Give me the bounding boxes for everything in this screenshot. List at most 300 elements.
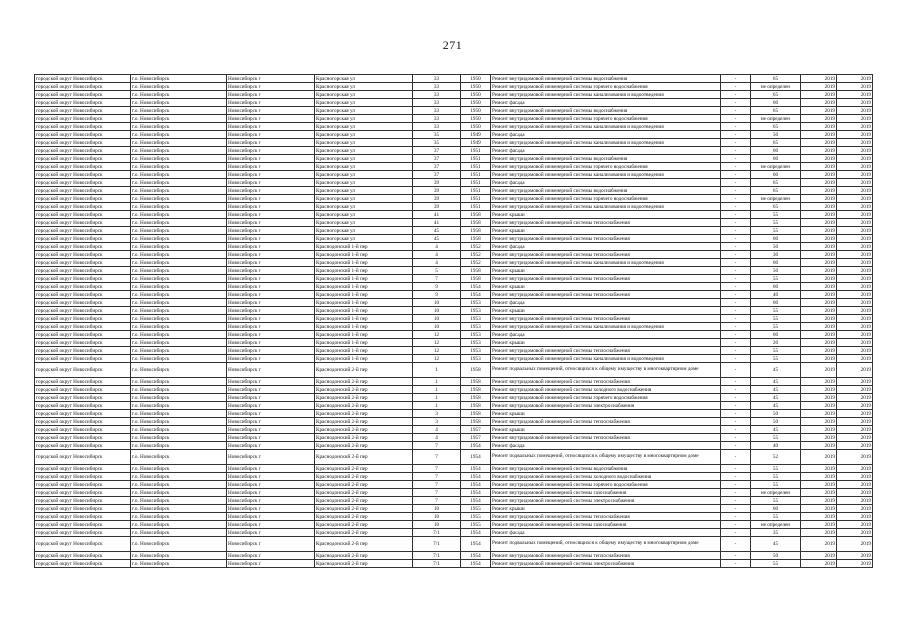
cell-locality: Новосибирск г [227, 355, 315, 363]
cell-wear-percent: 60 [751, 505, 801, 513]
cell-house-number: 7/1 [413, 529, 461, 537]
cell-house-number: 4 [413, 434, 461, 442]
cell-municipality: городской округ Новосибирск [35, 560, 131, 568]
cell-build-year: 1952 [461, 251, 491, 259]
cell-locality: Новосибирск г [227, 187, 315, 195]
cell-build-year: 1955 [461, 521, 491, 529]
cell-house-number: 41 [413, 211, 461, 219]
table-row [35, 355, 873, 363]
cell-house-number: 12 [413, 331, 461, 339]
cell-dash: - [721, 163, 751, 171]
cell-year-end: 2019 [837, 131, 873, 139]
table-row [35, 465, 873, 473]
cell-work-type: Ремонт фасада [491, 529, 721, 537]
cell-build-year: 1950 [461, 99, 491, 107]
cell-municipality: городской округ Новосибирск [35, 363, 131, 378]
table-row [35, 155, 873, 163]
cell-build-year: 1950 [461, 75, 491, 83]
cell-dash: - [721, 442, 751, 450]
cell-dash: - [721, 315, 751, 323]
cell-locality: Новосибирск г [227, 442, 315, 450]
cell-locality: Новосибирск г [227, 489, 315, 497]
cell-house-number: 9 [413, 283, 461, 291]
cell-dash: - [721, 251, 751, 259]
cell-municipality: городской округ Новосибирск [35, 195, 131, 203]
cell-urban-district: г.о. Новосибирск [131, 497, 227, 505]
table-row [35, 505, 873, 513]
capital-repair-table [34, 74, 873, 568]
cell-municipality: городской округ Новосибирск [35, 339, 131, 347]
cell-municipality: городской округ Новосибирск [35, 115, 131, 123]
cell-wear-percent: не определен [751, 115, 801, 123]
cell-dash: - [721, 227, 751, 235]
cell-house-number: 4 [413, 243, 461, 251]
cell-year-end: 2019 [837, 299, 873, 307]
cell-build-year: 1951 [461, 155, 491, 163]
cell-year-end: 2019 [837, 378, 873, 386]
cell-dash: - [721, 147, 751, 155]
cell-locality: Новосибирск г [227, 131, 315, 139]
cell-wear-percent: 60 [751, 147, 801, 155]
cell-locality: Новосибирск г [227, 243, 315, 251]
cell-build-year: 1951 [461, 171, 491, 179]
cell-wear-percent: 55 [751, 473, 801, 481]
cell-work-type: Ремонт внутридомовой инженерной системы водоснабжения [491, 75, 721, 83]
cell-work-type: Ремонт крыши [491, 339, 721, 347]
table-row [35, 434, 873, 442]
cell-wear-percent: 50 [751, 410, 801, 418]
cell-locality: Новосибирск г [227, 402, 315, 410]
cell-street: Краснодонский 2-й пер [315, 497, 413, 505]
cell-dash: - [721, 331, 751, 339]
cell-work-type: Ремонт внутридомовой инженерной системы горячего водоснабжения [491, 83, 721, 91]
cell-municipality: городской округ Новосибирск [35, 450, 131, 465]
cell-build-year: 1952 [461, 243, 491, 251]
cell-urban-district: г.о. Новосибирск [131, 275, 227, 283]
cell-municipality: городской округ Новосибирск [35, 505, 131, 513]
cell-municipality: городской округ Новосибирск [35, 107, 131, 115]
table-row [35, 211, 873, 219]
cell-year-end: 2019 [837, 315, 873, 323]
cell-urban-district: г.о. Новосибирск [131, 363, 227, 378]
cell-work-type: Ремонт внутридомовой инженерной системы канализования и водоотведения [491, 259, 721, 267]
cell-dash: - [721, 363, 751, 378]
cell-dash: - [721, 473, 751, 481]
cell-year-end: 2019 [837, 363, 873, 378]
cell-year-start: 2019 [801, 195, 837, 203]
cell-year-start: 2019 [801, 426, 837, 434]
cell-year-start: 2019 [801, 139, 837, 147]
cell-dash: - [721, 434, 751, 442]
cell-year-end: 2019 [837, 497, 873, 505]
cell-year-end: 2019 [837, 355, 873, 363]
cell-locality: Новосибирск г [227, 299, 315, 307]
cell-wear-percent: 60 [751, 235, 801, 243]
cell-house-number: 3 [413, 410, 461, 418]
cell-urban-district: г.о. Новосибирск [131, 75, 227, 83]
cell-urban-district: г.о. Новосибирск [131, 115, 227, 123]
cell-house-number: 37 [413, 171, 461, 179]
cell-wear-percent: 55 [751, 275, 801, 283]
cell-locality: Новосибирск г [227, 307, 315, 315]
cell-build-year: 1954 [461, 481, 491, 489]
cell-build-year: 1958 [461, 219, 491, 227]
cell-house-number: 10 [413, 299, 461, 307]
cell-municipality: городской округ Новосибирск [35, 219, 131, 227]
cell-work-type: Ремонт внутридомовой инженерной системы канализования и водоотведения [491, 323, 721, 331]
cell-municipality: городской округ Новосибирск [35, 521, 131, 529]
cell-year-start: 2019 [801, 299, 837, 307]
cell-year-end: 2019 [837, 473, 873, 481]
cell-urban-district: г.о. Новосибирск [131, 481, 227, 489]
cell-locality: Новосибирск г [227, 426, 315, 434]
cell-locality: Новосибирск г [227, 75, 315, 83]
cell-build-year: 1951 [461, 147, 491, 155]
cell-build-year: 1950 [461, 123, 491, 131]
cell-street: Красногорская ул [315, 179, 413, 187]
cell-urban-district: г.о. Новосибирск [131, 243, 227, 251]
cell-municipality: городской округ Новосибирск [35, 211, 131, 219]
cell-wear-percent: 55 [751, 355, 801, 363]
cell-build-year: 1949 [461, 131, 491, 139]
cell-year-start: 2019 [801, 179, 837, 187]
cell-year-start: 2019 [801, 155, 837, 163]
cell-year-end: 2019 [837, 347, 873, 355]
cell-work-type: Ремонт крыши [491, 410, 721, 418]
cell-dash: - [721, 299, 751, 307]
cell-house-number: 37 [413, 155, 461, 163]
cell-dash: - [721, 219, 751, 227]
table-row [35, 195, 873, 203]
cell-build-year: 1951 [461, 195, 491, 203]
cell-dash: - [721, 235, 751, 243]
cell-locality: Новосибирск г [227, 275, 315, 283]
cell-house-number: 10 [413, 307, 461, 315]
cell-urban-district: г.о. Новосибирск [131, 489, 227, 497]
cell-house-number: 37 [413, 147, 461, 155]
cell-locality: Новосибирск г [227, 227, 315, 235]
cell-house-number: 41 [413, 219, 461, 227]
cell-urban-district: г.о. Новосибирск [131, 211, 227, 219]
cell-work-type: Ремонт внутридомовой инженерной системы водоснабжения [491, 107, 721, 115]
cell-year-end: 2019 [837, 529, 873, 537]
cell-street: Красногорская ул [315, 163, 413, 171]
cell-municipality: городской округ Новосибирск [35, 275, 131, 283]
cell-urban-district: г.о. Новосибирск [131, 450, 227, 465]
cell-house-number: 4 [413, 251, 461, 259]
cell-work-type: Ремонт внутридомовой инженерной системы теплоснабжения [491, 418, 721, 426]
cell-year-end: 2019 [837, 203, 873, 211]
cell-year-start: 2019 [801, 497, 837, 505]
cell-work-type: Ремонт внутридомовой инженерной системы газоснабжения [491, 521, 721, 529]
cell-locality: Новосибирск г [227, 418, 315, 426]
cell-urban-district: г.о. Новосибирск [131, 552, 227, 560]
cell-work-type: Ремонт внутридомовой инженерной системы теплоснабжения [491, 251, 721, 259]
cell-locality: Новосибирск г [227, 386, 315, 394]
cell-house-number: 12 [413, 347, 461, 355]
cell-urban-district: г.о. Новосибирск [131, 147, 227, 155]
cell-dash: - [721, 529, 751, 537]
cell-municipality: городской округ Новосибирск [35, 355, 131, 363]
cell-build-year: 1958 [461, 211, 491, 219]
table-row [35, 187, 873, 195]
cell-urban-district: г.о. Новосибирск [131, 323, 227, 331]
cell-urban-district: г.о. Новосибирск [131, 283, 227, 291]
cell-wear-percent: 65 [751, 107, 801, 115]
cell-build-year: 1951 [461, 203, 491, 211]
cell-street: Краснодонский 1-й пер [315, 331, 413, 339]
cell-street: Красногорская ул [315, 219, 413, 227]
cell-municipality: городской округ Новосибирск [35, 394, 131, 402]
cell-wear-percent: 55 [751, 434, 801, 442]
cell-year-end: 2019 [837, 99, 873, 107]
cell-locality: Новосибирск г [227, 267, 315, 275]
cell-house-number: 10 [413, 513, 461, 521]
cell-year-start: 2019 [801, 315, 837, 323]
cell-year-start: 2019 [801, 219, 837, 227]
cell-wear-percent: 60 [751, 155, 801, 163]
cell-year-end: 2019 [837, 171, 873, 179]
cell-work-type: Ремонт внутридомовой инженерной системы горячего водоснабжения [491, 394, 721, 402]
cell-locality: Новосибирск г [227, 481, 315, 489]
cell-street: Краснодонский 2-й пер [315, 552, 413, 560]
cell-year-start: 2019 [801, 394, 837, 402]
cell-dash: - [721, 115, 751, 123]
cell-build-year: 1951 [461, 187, 491, 195]
table-row [35, 283, 873, 291]
cell-year-start: 2019 [801, 347, 837, 355]
cell-build-year: 1953 [461, 323, 491, 331]
cell-year-start: 2019 [801, 513, 837, 521]
cell-house-number: 12 [413, 355, 461, 363]
cell-build-year: 1954 [461, 450, 491, 465]
cell-municipality: городской округ Новосибирск [35, 123, 131, 131]
cell-work-type: Ремонт фасада [491, 99, 721, 107]
cell-house-number: 7 [413, 442, 461, 450]
cell-locality: Новосибирск г [227, 537, 315, 552]
cell-house-number: 1 [413, 394, 461, 402]
cell-urban-district: г.о. Новосибирск [131, 179, 227, 187]
cell-year-start: 2019 [801, 75, 837, 83]
cell-work-type: Ремонт фасада [491, 147, 721, 155]
cell-municipality: городской округ Новосибирск [35, 537, 131, 552]
cell-dash: - [721, 394, 751, 402]
cell-year-end: 2019 [837, 442, 873, 450]
cell-house-number: 39 [413, 179, 461, 187]
cell-year-end: 2019 [837, 481, 873, 489]
cell-year-start: 2019 [801, 115, 837, 123]
cell-build-year: 1958 [461, 235, 491, 243]
table-row [35, 123, 873, 131]
cell-build-year: 1954 [461, 537, 491, 552]
table-row [35, 331, 873, 339]
cell-street: Красногорская ул [315, 91, 413, 99]
cell-street: Красногорская ул [315, 203, 413, 211]
cell-municipality: городской округ Новосибирск [35, 497, 131, 505]
cell-year-end: 2019 [837, 75, 873, 83]
cell-build-year: 1954 [461, 442, 491, 450]
cell-work-type: Ремонт подвальных помещений, относящихся к общему имуществу в многоквартирном доме [491, 363, 721, 378]
cell-urban-district: г.о. Новосибирск [131, 442, 227, 450]
cell-urban-district: г.о. Новосибирск [131, 513, 227, 521]
cell-street: Красногорская ул [315, 123, 413, 131]
cell-year-start: 2019 [801, 91, 837, 99]
cell-wear-percent: 60 [751, 299, 801, 307]
cell-work-type: Ремонт внутридомовой инженерной системы холодного водоснабжения [491, 386, 721, 394]
cell-build-year: 1951 [461, 179, 491, 187]
table-row [35, 560, 873, 568]
cell-street: Краснодонский 1-й пер [315, 339, 413, 347]
cell-wear-percent: 55 [751, 513, 801, 521]
cell-house-number: 4 [413, 259, 461, 267]
cell-build-year: 1955 [461, 513, 491, 521]
cell-year-start: 2019 [801, 131, 837, 139]
cell-year-end: 2019 [837, 275, 873, 283]
cell-municipality: городской округ Новосибирск [35, 243, 131, 251]
cell-year-start: 2019 [801, 402, 837, 410]
table-row [35, 386, 873, 394]
cell-wear-percent: не определен [751, 83, 801, 91]
cell-work-type: Ремонт крыши [491, 211, 721, 219]
cell-year-end: 2019 [837, 235, 873, 243]
cell-house-number: 7 [413, 465, 461, 473]
cell-work-type: Ремонт подвальных помещений, относящихся к общему имуществу в многоквартирном доме [491, 537, 721, 552]
cell-municipality: городской округ Новосибирск [35, 203, 131, 211]
cell-municipality: городской округ Новосибирск [35, 473, 131, 481]
cell-wear-percent: 52 [751, 450, 801, 465]
cell-work-type: Ремонт внутридомовой инженерной системы теплоснабжения [491, 235, 721, 243]
cell-municipality: городской округ Новосибирск [35, 283, 131, 291]
cell-year-end: 2019 [837, 521, 873, 529]
cell-locality: Новосибирск г [227, 497, 315, 505]
cell-year-start: 2019 [801, 339, 837, 347]
cell-wear-percent: 40 [751, 291, 801, 299]
cell-wear-percent: не определен [751, 163, 801, 171]
cell-work-type: Ремонт крыши [491, 267, 721, 275]
table-row [35, 299, 873, 307]
cell-house-number: 7/1 [413, 552, 461, 560]
cell-municipality: городской округ Новосибирск [35, 227, 131, 235]
cell-year-end: 2019 [837, 219, 873, 227]
table-row [35, 513, 873, 521]
cell-year-start: 2019 [801, 560, 837, 568]
cell-work-type: Ремонт крыши [491, 426, 721, 434]
cell-dash: - [721, 243, 751, 251]
cell-street: Краснодонский 2-й пер [315, 465, 413, 473]
table-row [35, 537, 873, 552]
cell-wear-percent: 55 [751, 481, 801, 489]
cell-municipality: городской округ Новосибирск [35, 418, 131, 426]
cell-locality: Новосибирск г [227, 259, 315, 267]
cell-house-number: 33 [413, 91, 461, 99]
cell-build-year: 1953 [461, 331, 491, 339]
cell-year-end: 2019 [837, 331, 873, 339]
cell-year-start: 2019 [801, 291, 837, 299]
cell-locality: Новосибирск г [227, 323, 315, 331]
cell-urban-district: г.о. Новосибирск [131, 195, 227, 203]
cell-wear-percent: 30 [751, 251, 801, 259]
cell-locality: Новосибирск г [227, 139, 315, 147]
table-row [35, 529, 873, 537]
cell-street: Краснодонский 2-й пер [315, 434, 413, 442]
cell-municipality: городской округ Новосибирск [35, 402, 131, 410]
cell-house-number: 1 [413, 363, 461, 378]
cell-street: Краснодонский 1-й пер [315, 267, 413, 275]
cell-urban-district: г.о. Новосибирск [131, 259, 227, 267]
cell-street: Красногорская ул [315, 235, 413, 243]
cell-municipality: городской округ Новосибирск [35, 163, 131, 171]
cell-year-end: 2019 [837, 307, 873, 315]
cell-build-year: 1953 [461, 339, 491, 347]
cell-street: Красногорская ул [315, 131, 413, 139]
cell-year-end: 2019 [837, 251, 873, 259]
cell-dash: - [721, 497, 751, 505]
table-row [35, 99, 873, 107]
cell-work-type: Ремонт внутридомовой инженерной системы электроснабжения [491, 560, 721, 568]
cell-year-end: 2019 [837, 115, 873, 123]
cell-year-start: 2019 [801, 465, 837, 473]
table-row [35, 402, 873, 410]
cell-work-type: Ремонт внутридомовой инженерной системы теплоснабжения [491, 291, 721, 299]
cell-year-end: 2019 [837, 426, 873, 434]
cell-locality: Новосибирск г [227, 521, 315, 529]
cell-wear-percent: 60 [751, 331, 801, 339]
cell-work-type: Ремонт внутридомовой инженерной системы водоснабжения [491, 465, 721, 473]
cell-year-end: 2019 [837, 560, 873, 568]
cell-street: Краснодонский 1-й пер [315, 291, 413, 299]
cell-house-number: 39 [413, 187, 461, 195]
table-row [35, 219, 873, 227]
cell-wear-percent: 20 [751, 339, 801, 347]
cell-build-year: 1953 [461, 299, 491, 307]
cell-build-year: 1954 [461, 560, 491, 568]
cell-urban-district: г.о. Новосибирск [131, 521, 227, 529]
cell-year-start: 2019 [801, 227, 837, 235]
cell-year-start: 2019 [801, 355, 837, 363]
cell-urban-district: г.о. Новосибирск [131, 251, 227, 259]
table-row [35, 315, 873, 323]
cell-house-number: 7 [413, 497, 461, 505]
cell-house-number: 10 [413, 315, 461, 323]
cell-street: Краснодонский 1-й пер [315, 323, 413, 331]
table-row [35, 75, 873, 83]
cell-street: Красногорская ул [315, 107, 413, 115]
cell-wear-percent: 55 [751, 465, 801, 473]
cell-locality: Новосибирск г [227, 347, 315, 355]
cell-urban-district: г.о. Новосибирск [131, 537, 227, 552]
cell-locality: Новосибирск г [227, 211, 315, 219]
cell-locality: Новосибирск г [227, 339, 315, 347]
cell-locality: Новосибирск г [227, 83, 315, 91]
cell-dash: - [721, 410, 751, 418]
cell-locality: Новосибирск г [227, 434, 315, 442]
cell-locality: Новосибирск г [227, 147, 315, 155]
cell-house-number: 1 [413, 386, 461, 394]
cell-municipality: городской округ Новосибирск [35, 410, 131, 418]
cell-dash: - [721, 275, 751, 283]
cell-wear-percent: 60 [751, 283, 801, 291]
cell-build-year: 1958 [461, 378, 491, 386]
cell-year-start: 2019 [801, 235, 837, 243]
table-row [35, 267, 873, 275]
table-row [35, 291, 873, 299]
table-row [35, 83, 873, 91]
cell-municipality: городской округ Новосибирск [35, 299, 131, 307]
cell-municipality: городской округ Новосибирск [35, 179, 131, 187]
cell-year-end: 2019 [837, 410, 873, 418]
cell-urban-district: г.о. Новосибирск [131, 529, 227, 537]
cell-dash: - [721, 267, 751, 275]
